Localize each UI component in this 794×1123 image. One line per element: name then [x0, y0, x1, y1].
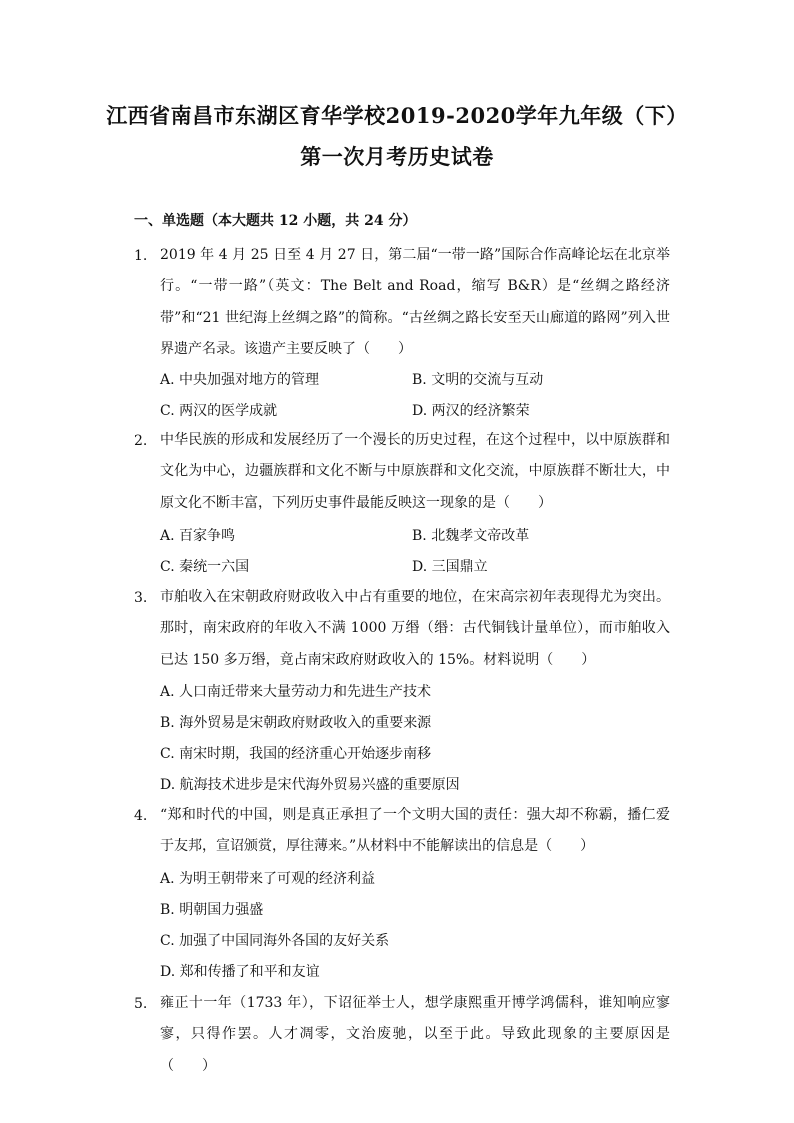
option-c: C. 两汉的医学成就: [160, 403, 278, 419]
option-d: D. 两汉的经济繁荣: [412, 403, 530, 419]
option-a: A. 中央加强对地方的管理: [160, 372, 320, 388]
option-b: B. 明朝国力强盛: [160, 902, 264, 918]
question-text: 市舶收入在宋朝政府财政收入中占有重要的地位，在宋高宗初年表现得尤为突出。那时，南宋政府的年收入不满 1000 万缗（缗：古代铜钱计量单位），而市舶收入已达 150 多万缗，竟占南宋政府财政收入的 15%。材料说明（ ）: [160, 589, 670, 668]
option-d: D. 航海技术进步是宋代海外贸易兴盛的重要原因: [160, 777, 460, 793]
option-c: C. 南宋时期，我国的经济重心开始逐步南移: [160, 746, 432, 762]
option-c: C. 秦统一六国: [160, 559, 250, 575]
option-b: B. 海外贸易是宋朝政府财政收入的重要来源: [160, 715, 432, 731]
question-number: 3.: [134, 590, 148, 606]
option-c: C. 加强了中国同海外各国的友好关系: [160, 933, 390, 949]
option-a: A. 为明王朝带来了可观的经济利益: [160, 871, 376, 887]
question-text: 雍正十一年（1733 年），下诏征举士人，想学康熙重开博学鸿儒科，谁知响应寥寥，只得作罢。人才凋零，文治废驰，以至于此。导致此现象的主要原因是（ ）: [160, 995, 670, 1074]
question-text: “郑和时代的中国，则是真正承担了一个文明大国的责任：强大却不称霸，播仁爱于友邦，宣诏颁赏，厚往薄来。”从材料中不能解读出的信息是（ ）: [160, 807, 670, 855]
option-d: D. 郑和传播了和平和友谊: [160, 964, 320, 980]
option-a: A. 人口南迁带来大量劳动力和先进生产技术: [160, 684, 432, 700]
question-number: 1.: [134, 248, 148, 264]
section-heading: 一、单选题（本大题共 12 小题，共 24 分）: [134, 213, 417, 229]
option-b: B. 北魏孝文帝改革: [412, 528, 530, 544]
exam-title-line1: 江西省南昌市东湖区育华学校2019-2020学年九年级（下）: [106, 103, 688, 128]
question-text: 2019 年 4 月 25 日至 4 月 27 日，第二届“一带一路”国际合作高峰论坛在北京举行。“一带一路”（英文：The Belt and Road，缩写 B&R）是“丝绸之路经济带”和“21 世纪海上丝绸之路”的简称。“古丝绸之路长安至天山廊道的路网”列入世界遗产名录。该遗产主要反映了（ ）: [160, 247, 670, 358]
option-a: A. 百家争鸣: [160, 528, 236, 544]
exam-title-line2: 第一次月考历史试卷: [300, 144, 494, 169]
question-text: 中华民族的形成和发展经历了一个漫长的历史过程，在这个过程中，以中原族群和文化为中心，边疆族群和文化不断与中原族群和文化交流，中原族群不断壮大，中原文化不断丰富，下列历史事件最能反映这一现象的是（ ）: [160, 432, 670, 511]
question-number: 4.: [134, 808, 148, 824]
option-d: D. 三国鼎立: [412, 559, 488, 575]
option-b: B. 文明的交流与互动: [412, 372, 544, 388]
question-number: 5.: [134, 996, 148, 1012]
question-number: 2.: [134, 433, 148, 449]
